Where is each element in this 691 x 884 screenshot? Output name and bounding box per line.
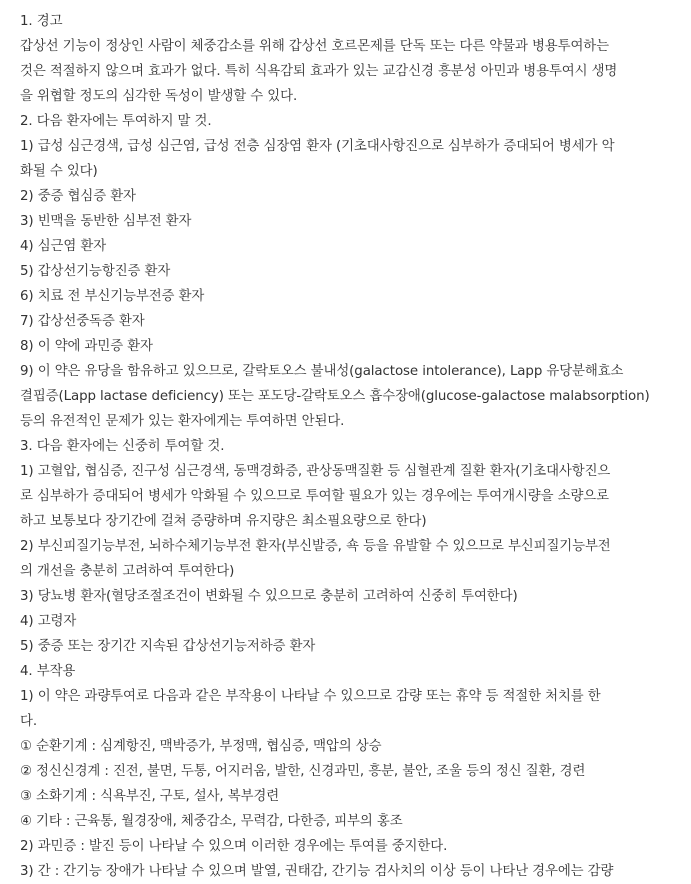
- list-item: 4) 심근염 환자: [20, 239, 107, 254]
- text-line: 갑상선 기능이 정상인 사람이 체중감소를 위해 갑상선 호르몬제를 단독 또는 다른 약물과 병용투여하는: [20, 39, 609, 54]
- sub-list-item: ③ 소화기계 : 식욕부진, 구토, 설사, 복부경련: [20, 789, 280, 804]
- list-item: 2) 부신피질기능부전, 뇌하수체기능부전 환자(부신발증, 쇽 등을 유발할 수 있으므로 부신피질기능부전: [20, 539, 611, 554]
- list-item: 1) 고혈압, 협심증, 진구성 심근경색, 동맥경화증, 관상동맥질환 등 심혈관계 질환 환자(기초대사항진으: [20, 464, 611, 479]
- text-line: 다.: [20, 714, 37, 729]
- drug-label-document: [20, 9, 686, 884]
- list-item: 2) 중증 협심증 환자: [20, 189, 136, 204]
- list-item: 5) 중증 또는 장기간 지속된 갑상선기능저하증 환자: [20, 639, 316, 654]
- sub-list-item: ② 정신신경계 : 진전, 불면, 두통, 어지러움, 발한, 신경과민, 흥분, 불안, 조울 등의 정신 질환, 경련: [20, 764, 586, 779]
- sub-list-item: ④ 기타 : 근육통, 월경장애, 체중감소, 무력감, 다한증, 피부의 홍조: [20, 814, 403, 829]
- list-item: 3) 빈맥을 동반한 심부전 환자: [20, 214, 192, 229]
- text-line: 을 위협할 정도의 심각한 독성이 발생할 수 있다.: [20, 89, 298, 104]
- text-line: 것은 적절하지 않으며 효과가 없다. 특히 식욕감퇴 효과가 있는 교감신경 흥분성 아민과 병용투여시 생명: [20, 64, 618, 79]
- list-item: 2) 과민증 : 발진 등이 나타날 수 있으며 이러한 경우에는 투여를 중지한다.: [20, 839, 448, 854]
- text-line: 하고 보통보다 장기간에 걸쳐 증량하며 유지량은 최소필요량으로 한다): [20, 514, 427, 529]
- text-line: 화될 수 있다): [20, 164, 98, 179]
- section-heading-warning: 1. 경고: [20, 14, 63, 29]
- list-item: 1) 급성 심근경색, 급성 심근염, 급성 전층 심장염 환자 (기초대사항진으로 심부하가 증대되어 병세가 악: [20, 139, 615, 154]
- section-heading-side-effects: 4. 부작용: [20, 664, 76, 679]
- list-item: 3) 간 : 간기능 장애가 나타날 수 있으며 발열, 권태감, 간기능 검사치의 이상 등이 나타난 경우에는 감량: [20, 864, 614, 879]
- list-item: 6) 치료 전 부신기능부전증 환자: [20, 289, 205, 304]
- list-item: 4) 고령자: [20, 614, 77, 629]
- list-item: 8) 이 약에 과민증 환자: [20, 339, 153, 354]
- section-heading-contraindications: 2. 다음 환자에는 투여하지 말 것.: [20, 114, 212, 129]
- list-item: 9) 이 약은 유당을 함유하고 있으므로, 갈락토오스 불내성(galactose intolerance), Lapp 유당분해효소: [20, 364, 624, 379]
- text-line: 로 심부하가 증대되어 병세가 악화될 수 있으므로 투여할 필요가 있는 경우에는 투여개시량을 소량으로: [20, 489, 609, 504]
- list-item: 1) 이 약은 과량투여로 다음과 같은 부작용이 나타날 수 있으므로 감량 또는 휴약 등 적절한 처치를 한: [20, 689, 601, 704]
- text-line: 결핍증(Lapp lactase deficiency) 또는 포도당-갈락토오스 흡수장애(glucose-galactose malabsorption): [20, 389, 650, 404]
- list-item: 3) 당뇨병 환자(혈당조절조건이 변화될 수 있으므로 충분히 고려하여 신중히 투여한다): [20, 589, 518, 604]
- list-item: 5) 갑상선기능항진증 환자: [20, 264, 171, 279]
- text-line: 등의 유전적인 문제가 있는 환자에게는 투여하면 안된다.: [20, 414, 345, 429]
- list-item: 7) 갑상선중독증 환자: [20, 314, 145, 329]
- section-heading-precautions: 3. 다음 환자에는 신중히 투여할 것.: [20, 439, 225, 454]
- text-line: 의 개선을 충분히 고려하여 투여한다): [20, 564, 235, 579]
- sub-list-item: ① 순환기계 : 심계항진, 맥박증가, 부정맥, 협심증, 맥압의 상승: [20, 739, 382, 754]
